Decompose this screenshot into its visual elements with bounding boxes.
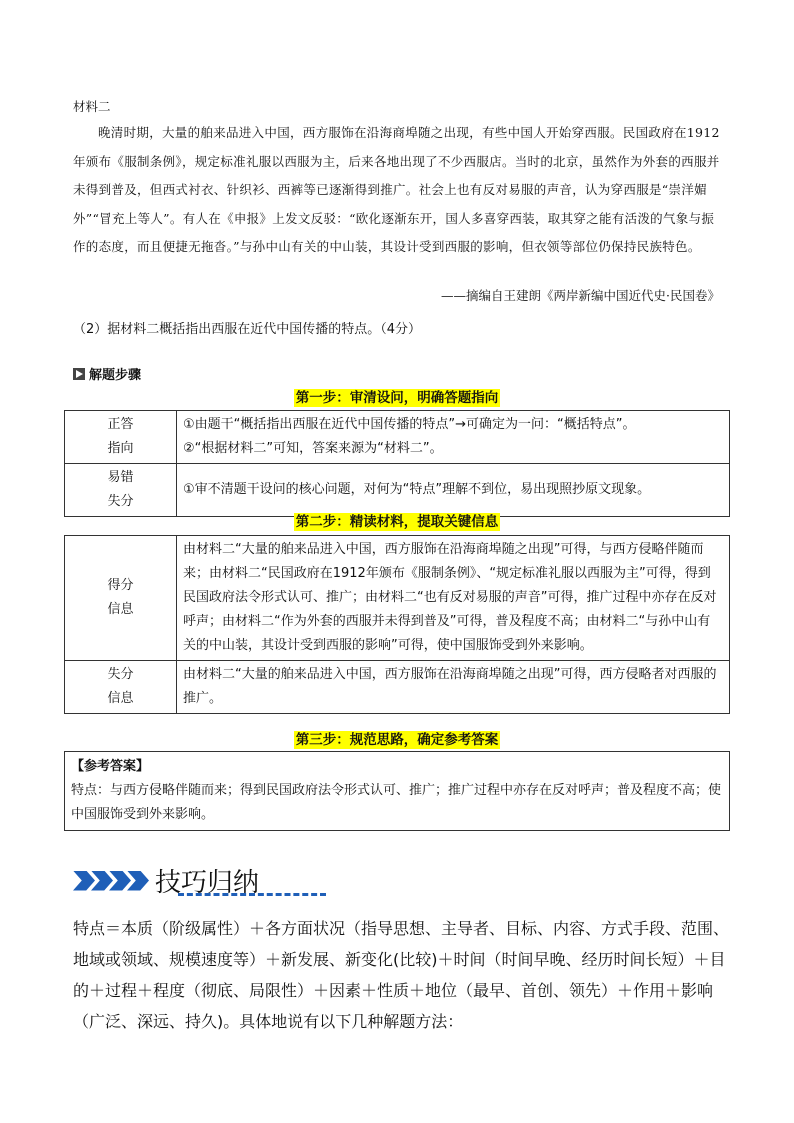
label-line: 正答 [107, 417, 134, 432]
step3-title [0, 728, 794, 748]
row-label [65, 411, 177, 464]
step2-table [64, 535, 730, 714]
step1-table [64, 410, 730, 517]
divider [178, 893, 326, 896]
content-line: ②“根据材料二”可知，答案来源为“材料二”。 [183, 441, 443, 456]
chevron-arrows-icon [73, 871, 145, 891]
row-content [177, 411, 730, 464]
step1-title-text: 第一步：审清设问，明确答题指向 [295, 390, 499, 406]
row-content: 由材料二“大量的舶来品进入中国，西方服饰在沿海商埠随之出现”可得，西方侵略者对西服的推广。 [177, 661, 730, 714]
row-label [65, 661, 177, 714]
skill-title: 技巧归纳 [155, 868, 260, 898]
label-line: 指向 [107, 441, 134, 456]
table-row [65, 536, 730, 661]
label-line: 易错 [107, 470, 134, 485]
row-content [177, 464, 730, 517]
table-row [65, 464, 730, 517]
question: （2）据材料二概括指出西服在近代中国传播的特点。（4分） [73, 322, 422, 337]
row-label [65, 464, 177, 517]
content-line: ①由题干“概括指出西服在近代中国传播的特点”→可确定为一问：“概括特点”。 [183, 417, 636, 432]
row-label [65, 536, 177, 661]
answer-text: 特点：与西方侵略伴随而来；得到民国政府法令形式认可、推广；推广过程中亦存在反对呼声；普及程度不高；使中国服饰受到外来影响。 [71, 783, 722, 822]
label-line: 失分 [107, 494, 134, 509]
material-source: ——摘编自王建朗《两岸新编中国近代史·民国卷》 [441, 288, 720, 303]
label-line: 失分 [107, 667, 134, 682]
table-row [65, 661, 730, 714]
row-content: 由材料二“大量的舶来品进入中国，西方服饰在沿海商埠随之出现”可得，与西方侵略伴随而来；由材料二“民国政府在1912年颁布《服制条例》、“规定标准礼服以西服为主”可得，得到民国政府法令形式认可、推广；由材料二“也有反对易服的声音”可得，推广过程中亦存在反对呼声；由材料二“作为外套的西服并未得到普及”可得，普及程度不高；由材料二“与孙中山有关的中山装，其设计受到西服的影响”可得，使中国服饰受到外来影响。 [177, 536, 730, 661]
answer-box [64, 751, 730, 831]
play-triangle-icon [73, 368, 85, 380]
table-row [65, 411, 730, 464]
content-line: ①审不清题干设问的核心问题，对何为“特点”理解不到位，易出现照抄原文现象。 [183, 482, 651, 497]
step2-title-text: 第二步：精读材料，提取关键信息 [295, 514, 499, 530]
label-line: 信息 [107, 691, 134, 706]
label-line: 得分 [107, 578, 134, 593]
answer-heading: 【参考答案】 [71, 759, 150, 774]
step1-title [0, 386, 794, 406]
label-line: 信息 [107, 602, 134, 617]
step2-title [0, 510, 794, 530]
skill-summary: 特点＝本质（阶级属性）＋各方面状况（指导思想、主导者、目标、内容、方式手段、范围、地域或领域、规模速度等）＋新发展、新变化(比较)＋时间（时间早晚、经历时间长短）＋目的＋过程＋程度（彻底、局限性）＋因素＋性质＋地位（最早、首创、领先）＋作用＋影响（广泛、深远、持久)。具体地说有以下几种解题方法： [73, 919, 730, 1031]
section-label [73, 364, 141, 383]
section-label-text: 解题步骤 [89, 368, 142, 383]
material-body: 晚清时期，大量的舶来品进入中国，西方服饰在沿海商埠随之出现，有些中国人开始穿西服。民国政府在1912年颁布《服制条例》，规定标准礼服以西服为主，后来各地出现了不少西服店。当时的北京，虽然作为外套的西服并未得到普及，但西式衬衣、针织衫、西裤等已逐渐得到推广。社会上也有反对易服的声音，认为穿西服是“崇洋媚外”“冒充上等人”。有人在《申报》上发文反驳：“欧化逐渐东开，国人多喜穿西装，取其穿之能有活泼的气象与振作的态度，而且便捷无拖沓。”与孙中山有关的中山装，其设计受到西服的影响，但衣领等部位仍保持民族特色。 [73, 125, 720, 254]
material-title: 材料二 [73, 99, 111, 114]
step3-title-text: 第三步：规范思路，确定参考答案 [295, 732, 499, 748]
